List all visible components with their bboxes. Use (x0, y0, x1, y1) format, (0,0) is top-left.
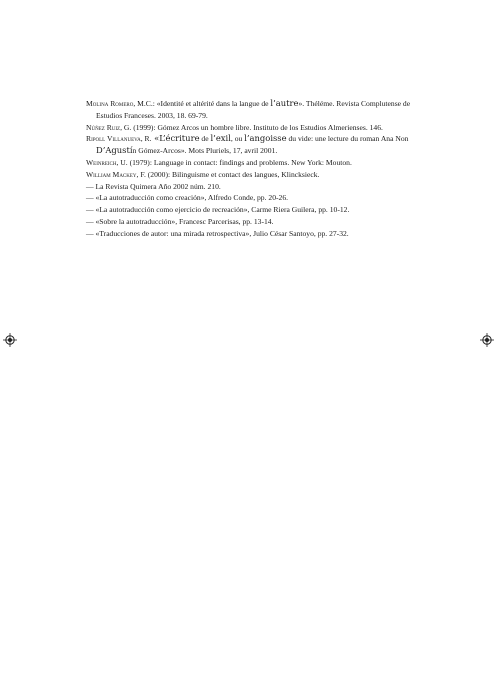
reference-author: Ripoll Villanueva, R. (86, 134, 152, 144)
reference-author: Núñez Ruiz, G. (86, 122, 132, 132)
reference-text: (2000): Bilinguisme et contact des langues, Klincksieck. (145, 169, 320, 179)
reference-highlight: l’autre (270, 98, 299, 108)
dash-entry: — «La autotraducción como ejercicio de recreación», Carme Riera Guilera, pp. 10-12. (86, 205, 350, 215)
registration-mark-icon (480, 333, 494, 347)
dash-entry: — «La autotraducción como creación», Alfredo Conde, pp. 20-26. (86, 193, 289, 203)
reference-author: William Mackey, F. (86, 169, 146, 179)
reference-text: «Identité et altérité dans la langue de (154, 99, 271, 108)
reference-text: (1979): Language in contact: findings and problems. New York: Mouton. (127, 157, 352, 167)
reference-text: n Gómez-Arcos». Mots Pluriels, 17, avril 2001. (132, 146, 278, 156)
reference-entry (86, 169, 416, 181)
reference-text: de (199, 134, 211, 144)
reference-author: Molina Romero, M.C.: (86, 99, 155, 108)
reference-entry (86, 157, 416, 169)
registration-mark-icon (3, 333, 17, 347)
dash-entry: — La Revista Quimera Año 2002 núm. 210. (86, 181, 221, 191)
reference-text: , ou (230, 134, 245, 144)
reference-entry (86, 98, 416, 122)
reference-entry (86, 133, 416, 157)
reference-entry (86, 122, 416, 134)
reference-author: Weinreich, U. (86, 157, 128, 167)
dash-entry: — «Traducciones de autor: una mirada retrospectiva», Julio César Santoyo, pp. 27-32. (86, 228, 349, 238)
reference-text: du vide: une lecture du roman Ana Non (286, 134, 409, 144)
bibliography-list (86, 98, 416, 240)
reference-highlight: l’exil (210, 133, 231, 144)
dash-entry: — «Sobre la autotraducción», Francesc Parcerisas, pp. 13-14. (86, 216, 274, 226)
reference-highlight: l’angoisse (244, 133, 287, 144)
reference-text: (1999): Gómez Arcos un hombre libre. Instituto de los Estudios Almerienses. 146. (131, 122, 383, 132)
reference-highlight: «L’écriture (151, 133, 200, 144)
reference-text: ». Théléme. Revista Complutense de Estudios Franceses. 2003, 18. 69-79. (96, 99, 411, 120)
reference-highlight: D’Agustí (96, 145, 133, 156)
